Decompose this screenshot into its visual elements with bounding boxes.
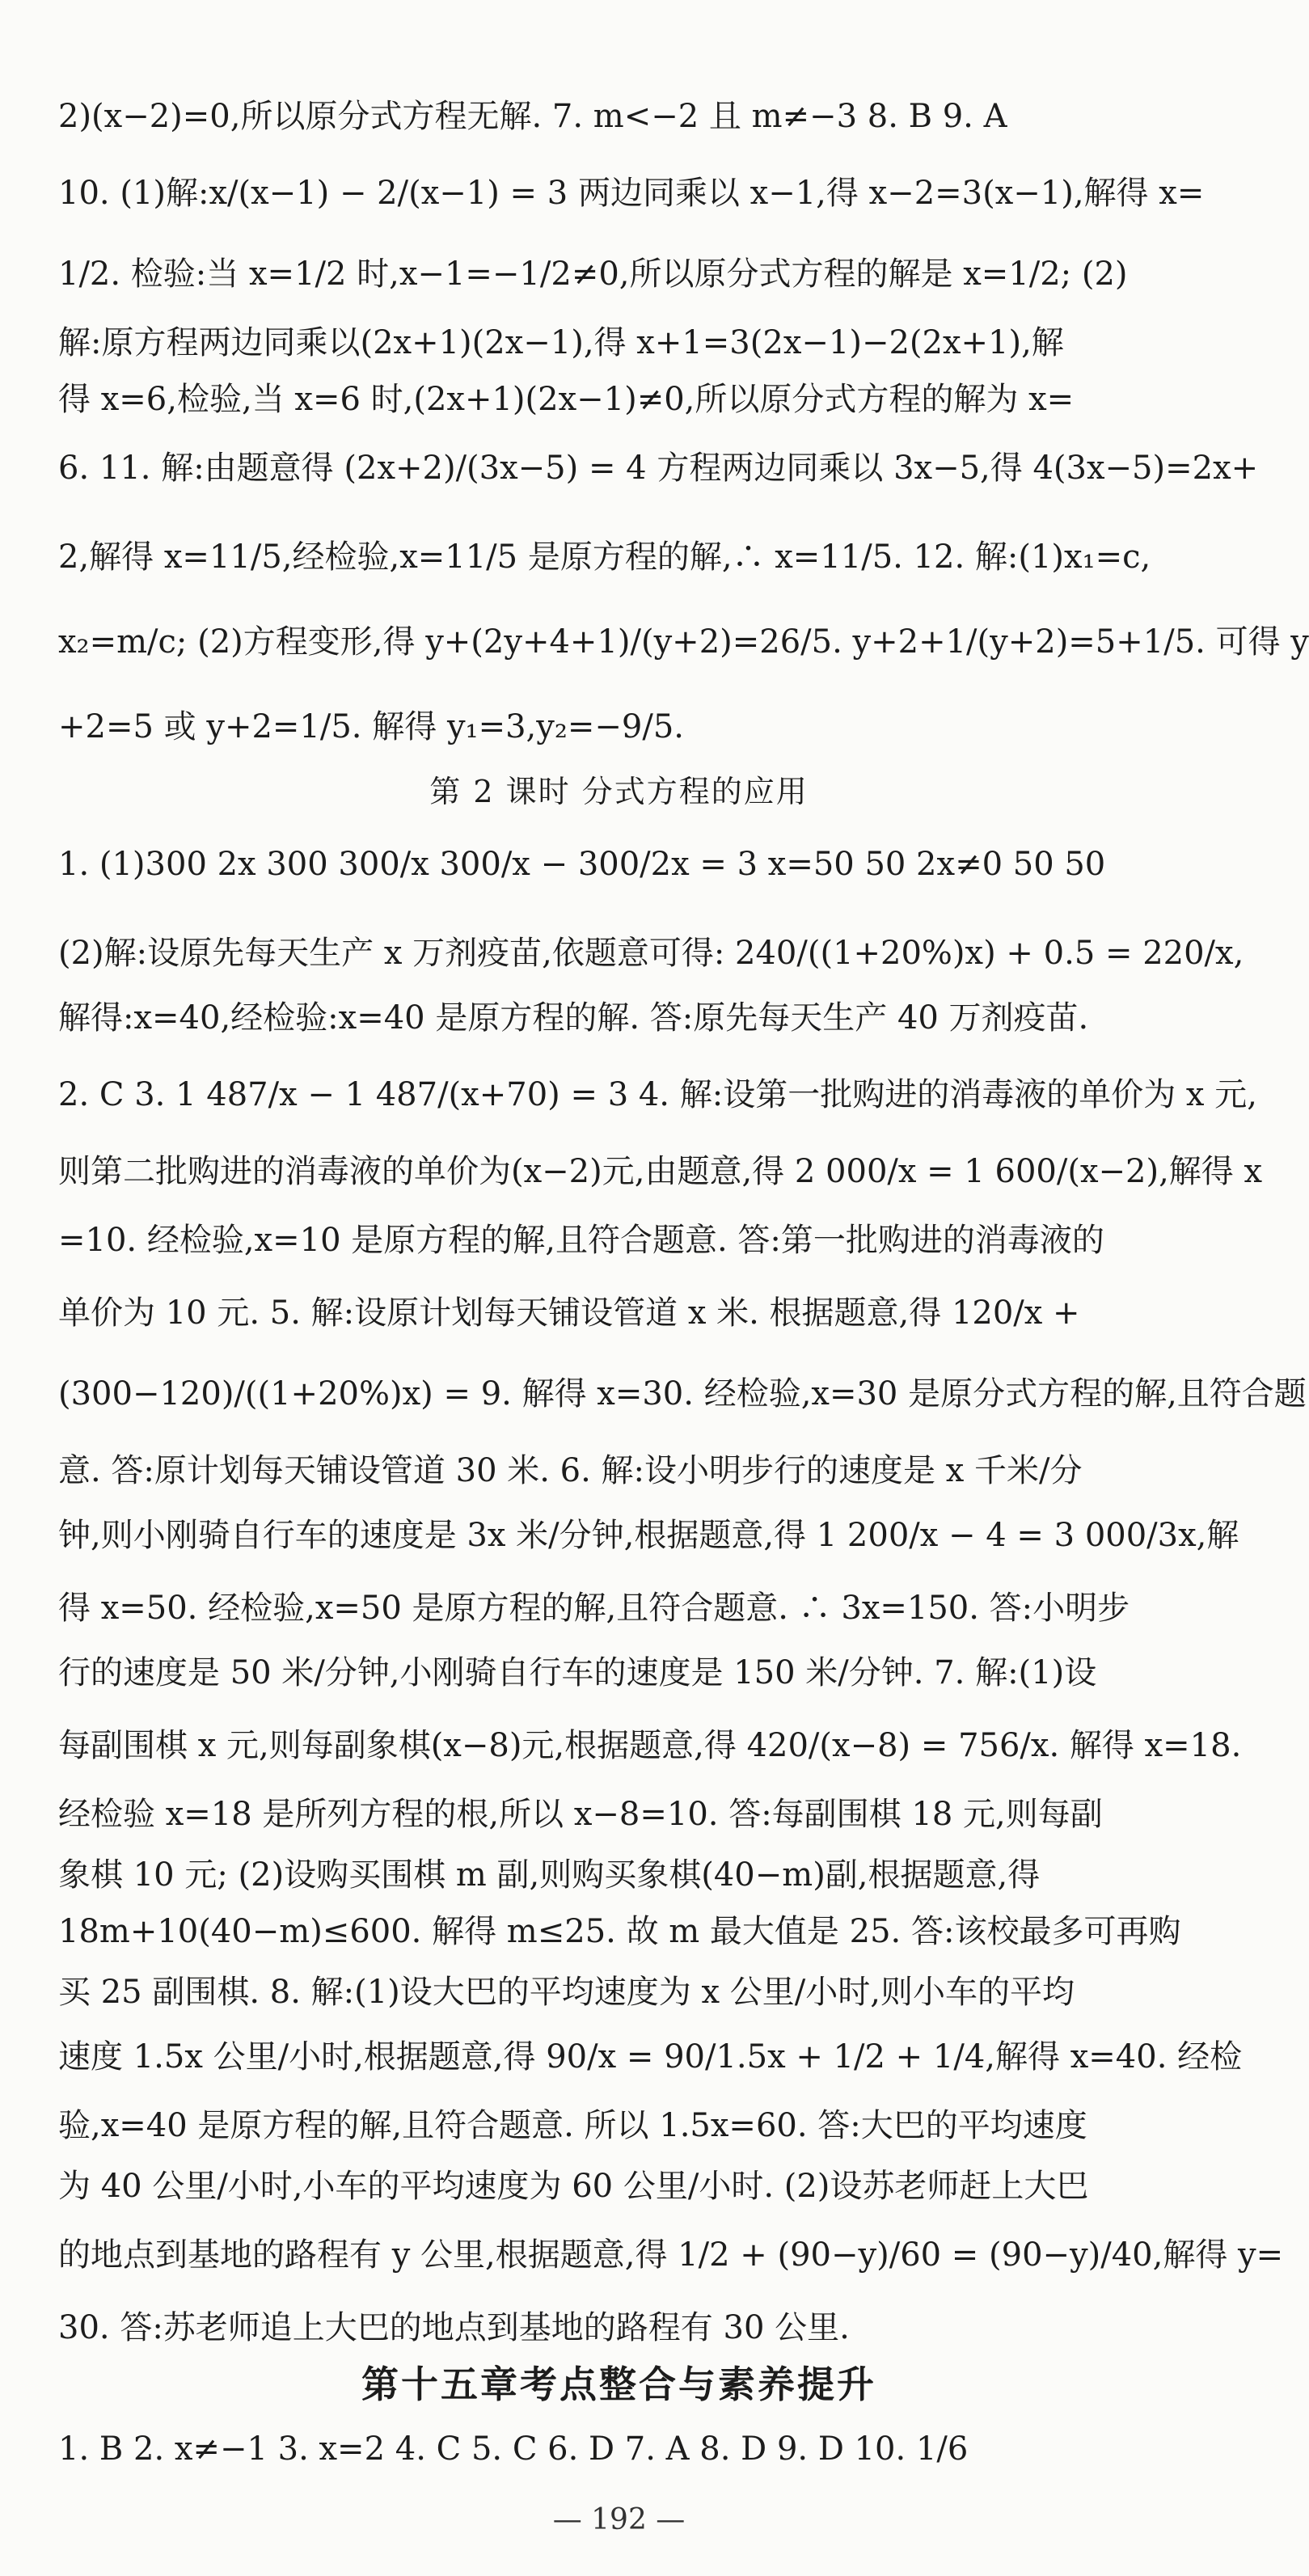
text-line: x₂=m/c; (2)方程变形,得 y+(2y+4+1)/(y+2)=26/5. y+2+1/(y+2)=5+1/5. 可得 y (58, 623, 1309, 661)
text-line: 每副围棋 x 元,则每副象棋(x−8)元,根据题意,得 420/(x−8) = 756/x. 解得 x=18. (58, 1727, 1242, 1764)
text-line: =10. 经检验,x=10 是原方程的解,且符合题意. 答:第一批购进的消毒液的 (58, 1222, 1104, 1259)
text-line: 意. 答:原计划每天铺设管道 30 米. 6. 解:设小明步行的速度是 x 千米/分 (58, 1452, 1083, 1489)
text-line: +2=5 或 y+2=1/5. 解得 y₁=3,y₂=−9/5. (58, 708, 685, 745)
text-line: (300−120)/((1+20%)x) = 9. 解得 x=30. 经检验,x=30 是原分式方程的解,且符合题 (58, 1375, 1307, 1413)
text-line: 2)(x−2)=0,所以原分式方程无解. 7. m<−2 且 m≠−3 8. B 9. A (58, 98, 1007, 135)
text-line: 得 x=50. 经检验,x=50 是原方程的解,且符合题意. ∴ 3x=150. 答:小明步 (58, 1590, 1130, 1627)
text-line: 10. (1)解:x/(x−1) − 2/(x−1) = 3 两边同乘以 x−1,得 x−2=3(x−1),解得 x= (58, 175, 1205, 212)
chapter-heading: 第十五章考点整合与素养提升 (361, 2363, 876, 2406)
text-line: 的地点到基地的路程有 y 公里,根据题意,得 1/2 + (90−y)/60 = (90−y)/40,解得 y= (58, 2236, 1284, 2274)
text-line: 6. 11. 解:由题意得 (2x+2)/(3x−5) = 4 方程两边同乘以 3x−5,得 4(3x−5)=2x+ (58, 450, 1259, 487)
text-line: 行的速度是 50 米/分钟,小刚骑自行车的速度是 150 米/分钟. 7. 解:(1)设 (58, 1654, 1097, 1691)
text-line: 单价为 10 元. 5. 解:设原计划每天铺设管道 x 米. 根据题意,得 120/x + (58, 1294, 1080, 1332)
text-line: 象棋 10 元; (2)设购买围棋 m 副,则购买象棋(40−m)副,根据题意,得 (58, 1856, 1041, 1894)
text-line: 得 x=6,检验,当 x=6 时,(2x+1)(2x−1)≠0,所以原分式方程的解为 x= (58, 381, 1075, 418)
text-line: (2)解:设原先每天生产 x 万剂疫苗,依题意可得: 240/((1+20%)x) + 0.5 = 220/x, (58, 935, 1244, 972)
text-line: 2,解得 x=11/5,经检验,x=11/5 是原方程的解,∴ x=11/5. 12. 解:(1)x₁=c, (58, 538, 1151, 576)
text-line: 18m+10(40−m)≤600. 解得 m≤25. 故 m 最大值是 25. 答:该校最多可再购 (58, 1913, 1181, 1950)
text-line: 30. 答:苏老师追上大巴的地点到基地的路程有 30 公里. (58, 2309, 850, 2346)
text-line: 则第二批购进的消毒液的单价为(x−2)元,由题意,得 2 000/x = 1 600/(x−2),解得 x (58, 1153, 1263, 1190)
text-line: 速度 1.5x 公里/小时,根据题意,得 90/x = 90/1.5x + 1/2 + 1/4,解得 x=40. 经检 (58, 2038, 1243, 2076)
text-line: 1. B 2. x≠−1 3. x=2 4. C 5. C 6. D 7. A 8. D 9. D 10. 1/6 (58, 2430, 969, 2468)
text-line: 解得:x=40,经检验:x=40 是原方程的解. 答:原先每天生产 40 万剂疫苗. (58, 999, 1089, 1037)
page-number: — 192 — (552, 2503, 686, 2536)
text-line: 1. (1)300 2x 300 300/x 300/x − 300/2x = 3 x=50 50 2x≠0 50 50 (58, 846, 1106, 883)
text-line: 解:原方程两边同乘以(2x+1)(2x−1),得 x+1=3(2x−1)−2(2x+1),解 (58, 324, 1064, 361)
text-line: 验,x=40 是原方程的解,且符合题意. 所以 1.5x=60. 答:大巴的平均速度 (58, 2107, 1087, 2144)
text-line: 经检验 x=18 是所列方程的根,所以 x−8=10. 答:每副围棋 18 元,则每副 (58, 1796, 1103, 1833)
text-line: 为 40 公里/小时,小车的平均速度为 60 公里/小时. (2)设苏老师赶上大巴 (58, 2168, 1089, 2205)
text-line: 买 25 副围棋. 8. 解:(1)设大巴的平均速度为 x 公里/小时,则小车的平均 (58, 1974, 1075, 2011)
text-line: 钟,则小刚骑自行车的速度是 3x 米/分钟,根据题意,得 1 200/x − 4 = 3 000/3x,解 (58, 1517, 1239, 1554)
text-line: 2. C 3. 1 487/x − 1 487/(x+70) = 3 4. 解:设第一批购进的消毒液的单价为 x 元, (58, 1076, 1257, 1113)
text-line: 1/2. 检验:当 x=1/2 时,x−1=−1/2≠0,所以原分式方程的解是 x=1/2; (2) (58, 255, 1128, 293)
lesson-heading: 第 2 课时 分式方程的应用 (429, 774, 809, 809)
